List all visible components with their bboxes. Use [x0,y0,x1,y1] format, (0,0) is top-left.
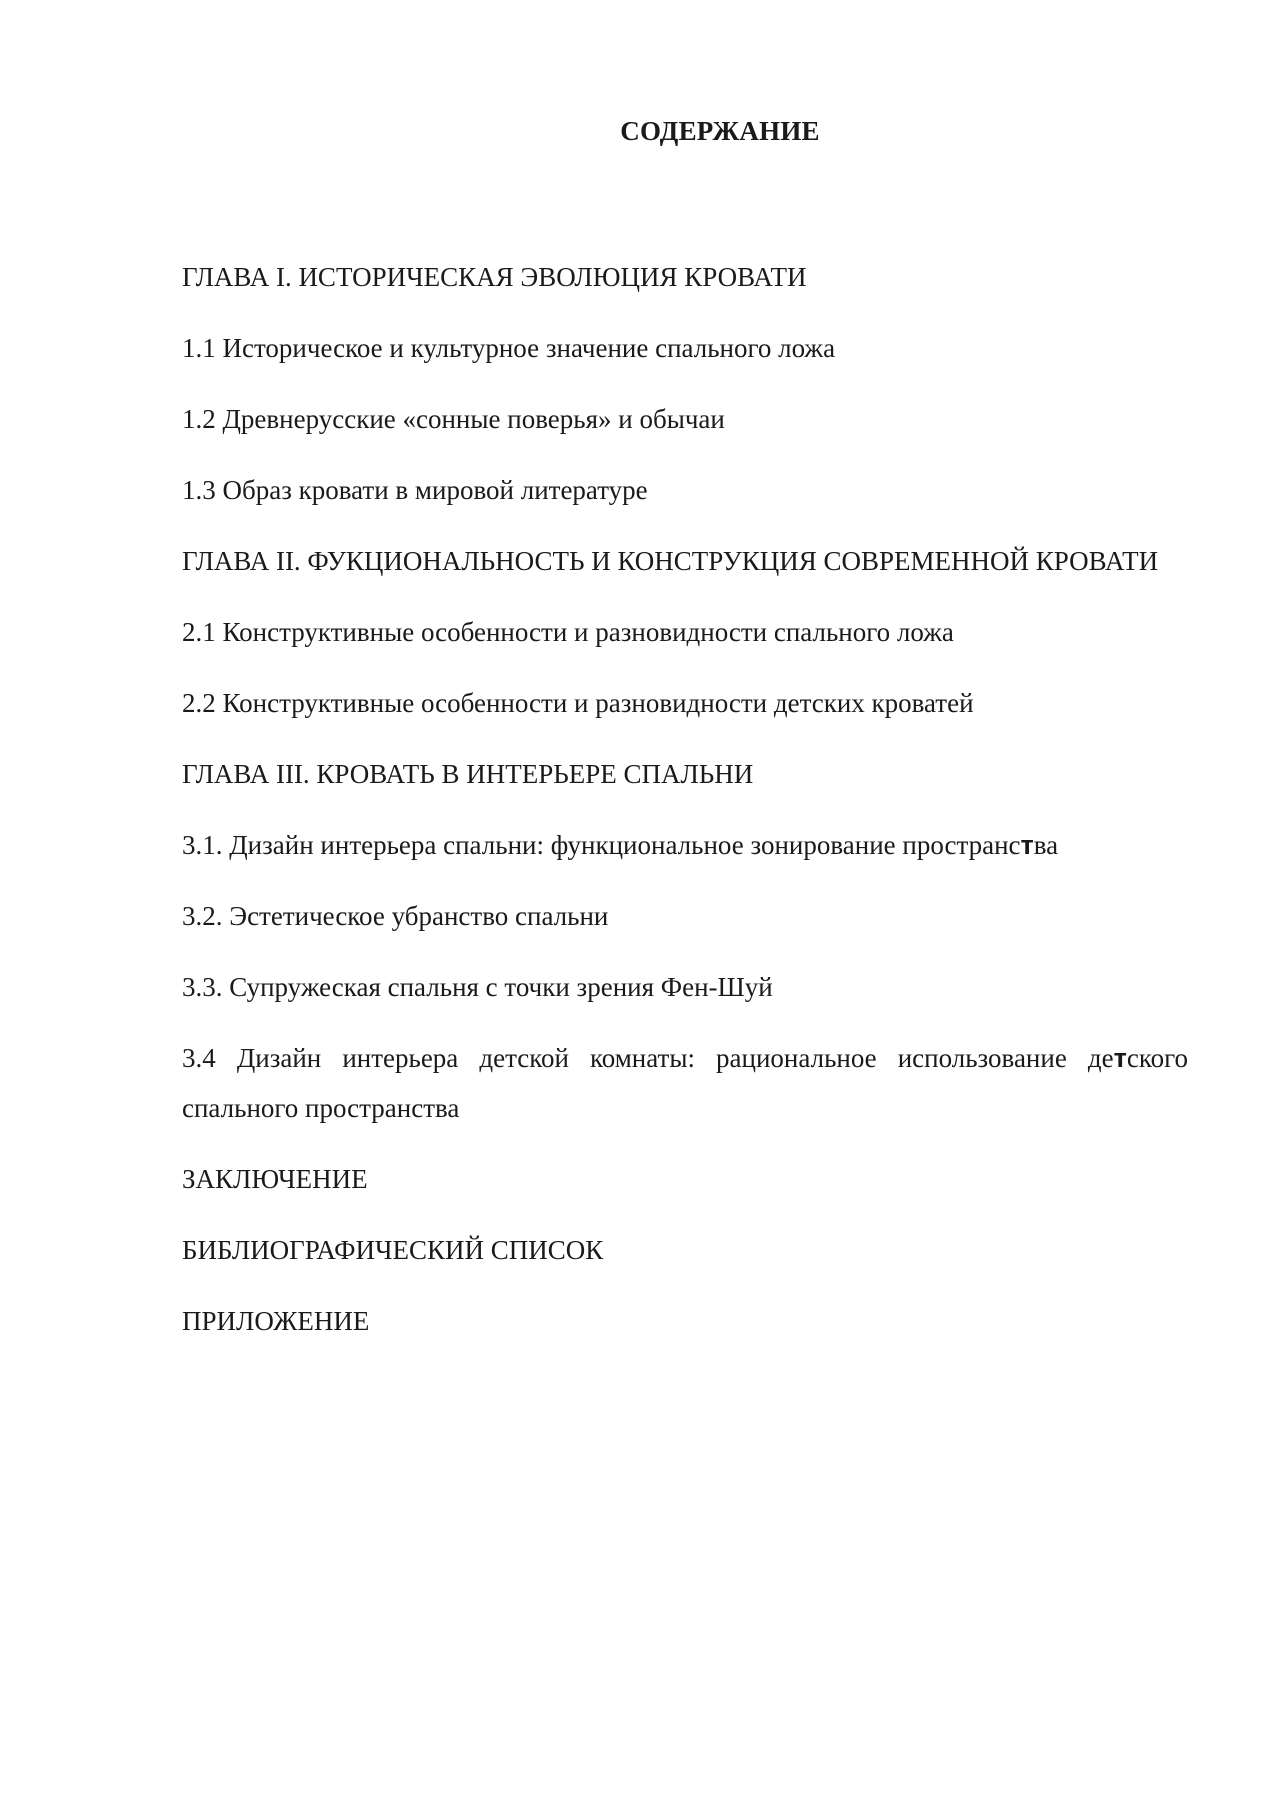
toc-conclusion: ЗАКЛЮЧЕНИЕ [182,1164,368,1194]
toc-bibliography: БИБЛИОГРАФИЧЕСКИЙ СПИСОК [182,1235,604,1265]
page-title: СОДЕРЖАНИЕ [620,116,820,146]
toc-chapter-2: ГЛАВА II. ФУКЦИОНАЛЬНОСТЬ И КОНСТРУКЦИЯ СОВРЕМЕННОЙ КРОВАТИ [182,546,1159,576]
toc-section-3-1-text-c: ва [1033,830,1059,860]
toc-section-1-1: 1.1 Историческое и культурное значение спального ложа [182,333,836,363]
toc-section-2-2: 2.2 Конструктивные особенности и разновидности детских кроватей [182,688,974,718]
toc-section-1-3: 1.3 Образ кровати в мировой литературе [182,475,648,505]
table-of-contents [182,252,1188,1367]
toc-section-1-2: 1.2 Древнерусские «сонные поверья» и обычаи [182,404,725,434]
toc-section-3-4-text-b: т [1113,1043,1127,1073]
toc-section-3-4-text-c: ского спального пространства [182,1043,1188,1123]
toc-section-3-1-text-a: 3.1. Дизайн интерьера спальни: функциональное зонирование пространс [182,830,1021,860]
toc-section-3-1-text-b: т [1020,830,1034,860]
toc-section-3-3: 3.3. Супружеская спальня с точки зрения Фен-Шуй [182,972,773,1002]
toc-appendix: ПРИЛОЖЕНИЕ [182,1306,370,1336]
toc-section-3-4 [182,1033,1188,1133]
toc-section-3-1 [182,820,1188,870]
toc-chapter-1: ГЛАВА I. ИСТОРИЧЕСКАЯ ЭВОЛЮЦИЯ КРОВАТИ [182,262,807,292]
toc-section-2-1: 2.1 Конструктивные особенности и разновидности спального ложа [182,617,954,647]
toc-section-3-4-text-a: 3.4 Дизайн интерьера детской комнаты: рациональное использование де [182,1043,1114,1073]
toc-section-3-2: 3.2. Эстетическое убранство спальни [182,901,609,931]
toc-chapter-3: ГЛАВА III. КРОВАТЬ В ИНТЕРЬЕРЕ СПАЛЬНИ [182,759,754,789]
